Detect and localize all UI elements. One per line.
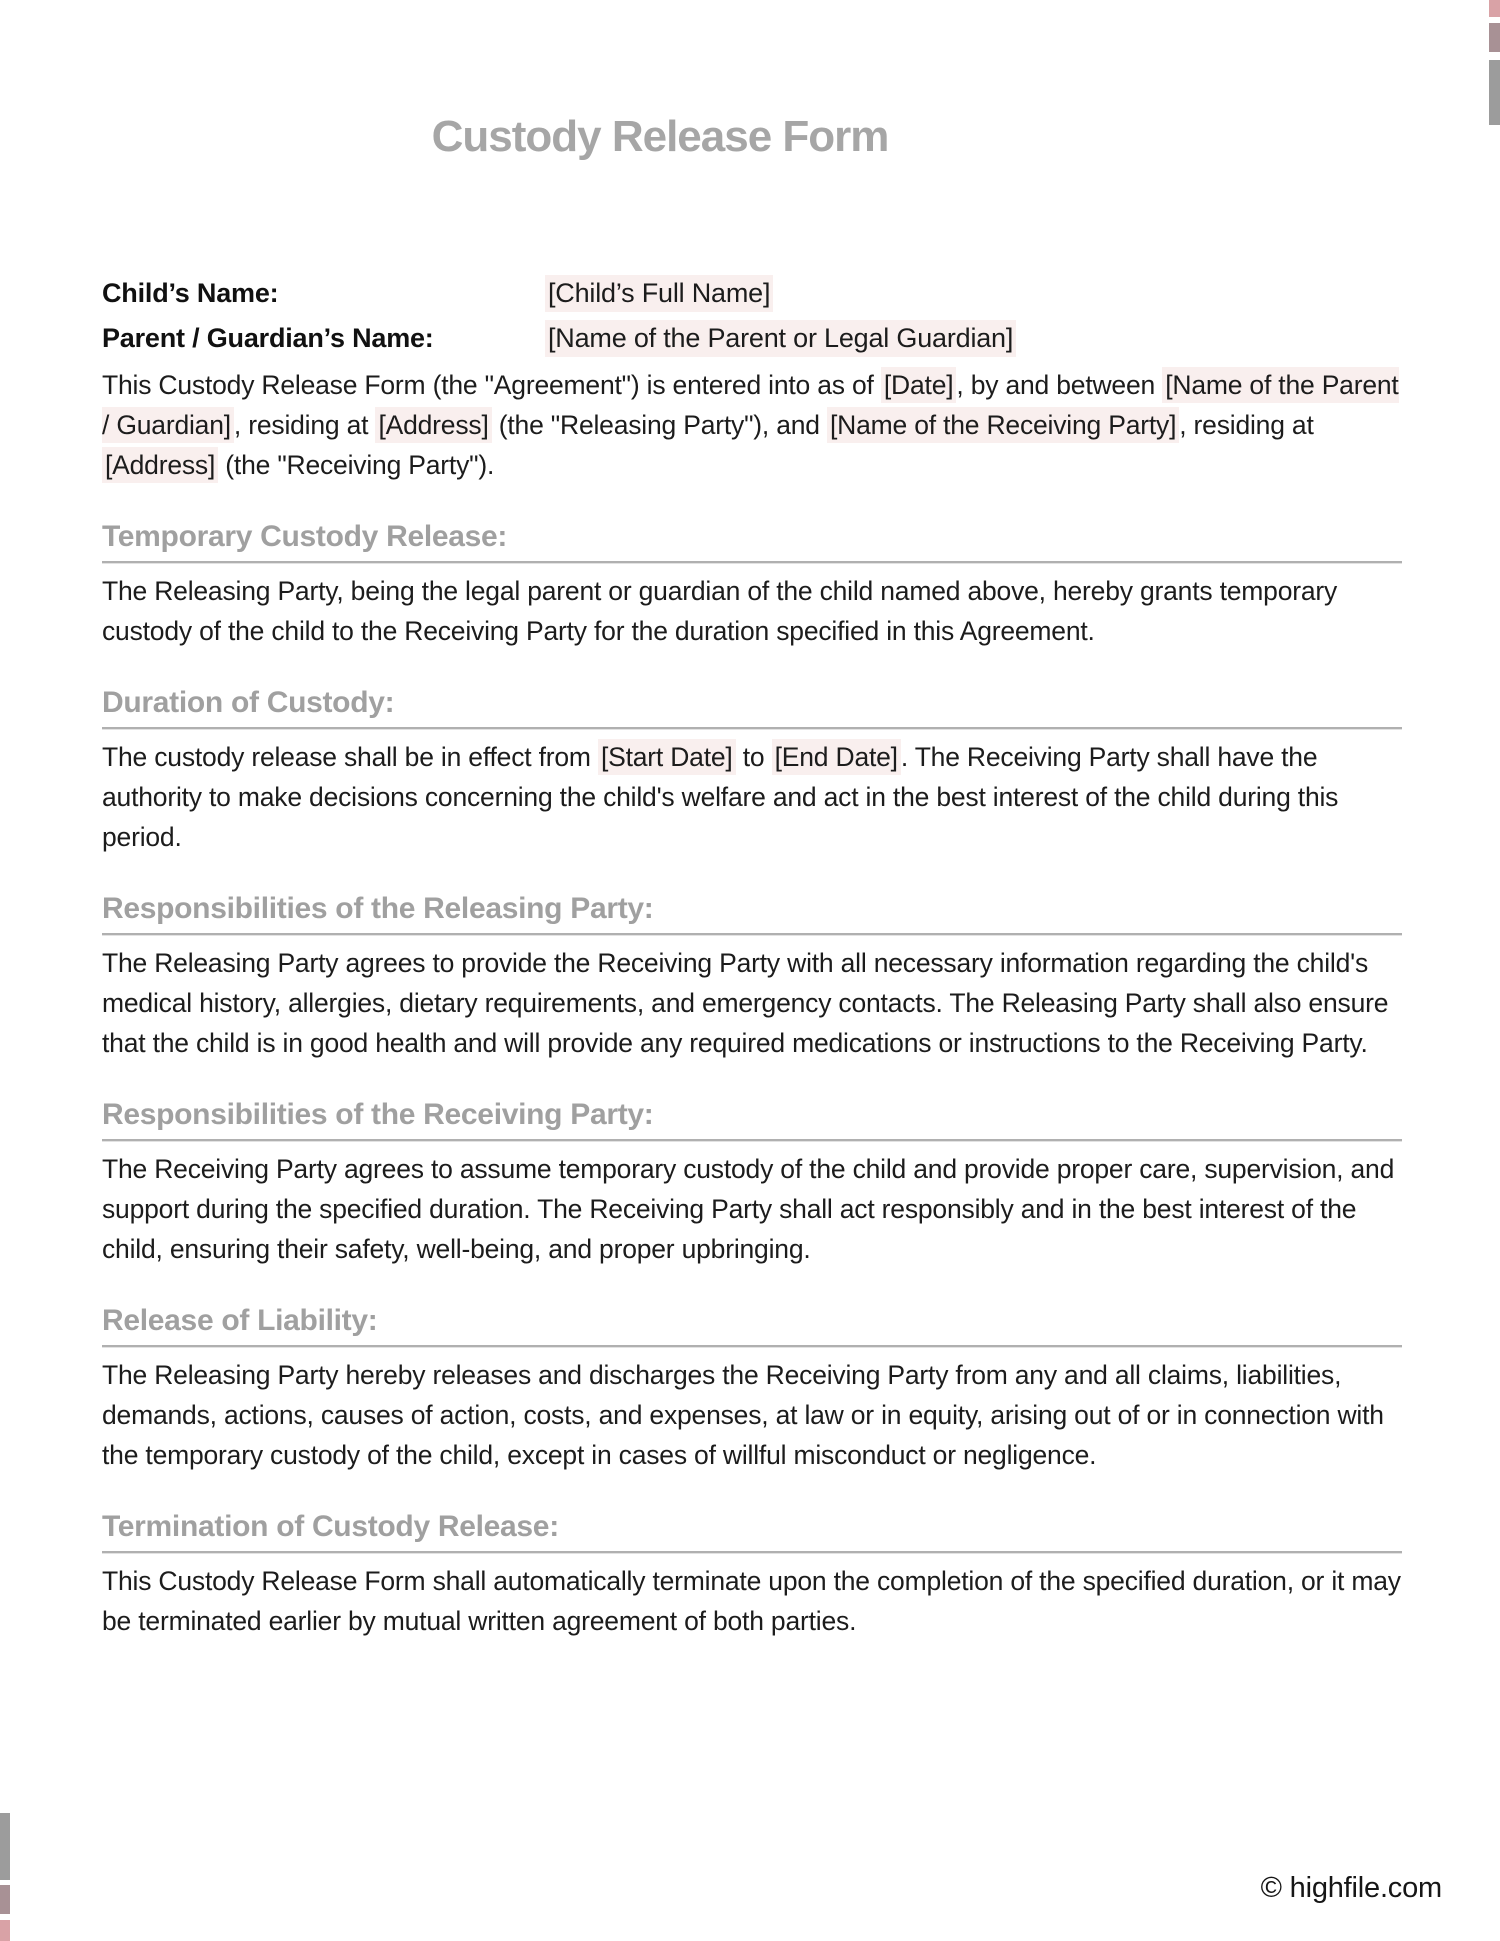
section-heading: Duration of Custody: <box>102 686 395 719</box>
placeholder-highlight: [Name of the Receiving Party] <box>827 407 1179 443</box>
sections <box>102 519 1402 1641</box>
section-rule <box>102 1551 1402 1553</box>
field-label: Child’s Name: <box>102 278 279 308</box>
placeholder-highlight: [Address] <box>375 407 491 443</box>
footer-credit: © highfile.com <box>1260 1872 1442 1904</box>
placeholder-highlight: [End Date] <box>772 739 901 775</box>
paragraph-text: The Receiving Party agrees to assume temporary custody of the child and provide proper care, supervision, and support during the specified duration. The Receiving Party shall act responsibly and in the best interest of the child, ensuring their safety, well-being, and proper upbringing. <box>102 1154 1395 1264</box>
paragraph-text: The custody release shall be in effect from <box>102 742 598 772</box>
name-fields <box>102 275 1402 365</box>
paragraph-text: , by and between <box>956 370 1163 400</box>
section <box>102 685 1402 857</box>
section-rule <box>102 933 1402 935</box>
section <box>102 891 1402 1063</box>
section-rule <box>102 1139 1402 1141</box>
field-value-placeholder: [Name of the Parent or Legal Guardian] <box>545 320 1016 357</box>
edge-bar <box>1489 60 1500 125</box>
section-heading: Temporary Custody Release: <box>102 520 508 553</box>
paragraph-text: (the "Receiving Party"). <box>218 450 495 480</box>
section <box>102 1509 1402 1641</box>
section-heading: Termination of Custody Release: <box>102 1510 559 1543</box>
field-label: Parent / Guardian’s Name: <box>102 323 434 353</box>
section-heading: Release of Liability: <box>102 1304 378 1337</box>
document-content <box>102 0 1402 1641</box>
section-paragraph <box>102 943 1402 1063</box>
page-title: Custody Release Form <box>431 112 889 161</box>
paragraph-text: The Releasing Party, being the legal parent or guardian of the child named above, hereby grants temporary custody of the child to the Receiving Party for the duration specified in this Agreement. <box>102 576 1338 646</box>
page-corner-marks-top-right <box>1489 0 1500 125</box>
section <box>102 1097 1402 1269</box>
placeholder-highlight: [Date] <box>881 367 957 403</box>
paragraph-text: , residing at <box>233 410 376 440</box>
section-rule <box>102 727 1402 729</box>
paragraph-text: This Custody Release Form (the "Agreement") is entered into as of <box>102 370 881 400</box>
field-row <box>102 275 1402 320</box>
placeholder-highlight: [Name of the Parent / Guardian] <box>102 367 1399 443</box>
edge-bar <box>1489 23 1500 52</box>
paragraph-text: The Releasing Party agrees to provide the Receiving Party with all necessary information regarding the child's medical history, allergies, dietary requirements, and emergency contacts. The Releasing Party shall also ensure that the child is in good health and will provide any required medications or instructions to the Receiving Party. <box>102 948 1389 1058</box>
placeholder-highlight: [Address] <box>102 447 218 483</box>
paragraph-text: The Releasing Party hereby releases and discharges the Receiving Party from any and all claims, liabilities, demands, actions, causes of action, costs, and expenses, at law or in equity, arising out of or in connection with the temporary custody of the child, except in cases of willful misconduct or negligence. <box>102 1360 1384 1470</box>
section-paragraph <box>102 1355 1402 1475</box>
section <box>102 1303 1402 1475</box>
section-rule <box>102 1345 1402 1347</box>
paragraph-text: to <box>735 742 772 772</box>
section <box>102 519 1402 651</box>
paragraph-text: . The Receiving Party shall have the authority to make decisions concerning the child's welfare and act in the best interest of the child during this period. <box>102 742 1339 852</box>
section-heading: Responsibilities of the Receiving Party: <box>102 1098 654 1131</box>
field-row <box>102 320 1402 365</box>
section-paragraph <box>102 1149 1402 1269</box>
section-paragraph <box>102 1561 1402 1641</box>
paragraph-text: This Custody Release Form shall automatically terminate upon the completion of the specified duration, or it may be terminated earlier by mutual written agreement of both parties. <box>102 1566 1401 1636</box>
field-value-placeholder: [Child’s Full Name] <box>545 275 773 312</box>
section-paragraph <box>102 737 1402 857</box>
placeholder-highlight: [Start Date] <box>598 739 736 775</box>
edge-bar <box>0 1885 10 1914</box>
edge-bar <box>1489 0 1500 17</box>
edge-bar <box>0 1813 10 1880</box>
section-rule <box>102 561 1402 563</box>
paragraph-text: , residing at <box>1179 410 1314 440</box>
edge-bar <box>0 1920 10 1941</box>
paragraph-text: (the "Releasing Party"), and <box>491 410 828 440</box>
intro-paragraph <box>102 365 1402 485</box>
section-heading: Responsibilities of the Releasing Party: <box>102 892 654 925</box>
section-paragraph <box>102 571 1402 651</box>
page-corner-marks-bottom-left <box>0 1813 10 1941</box>
